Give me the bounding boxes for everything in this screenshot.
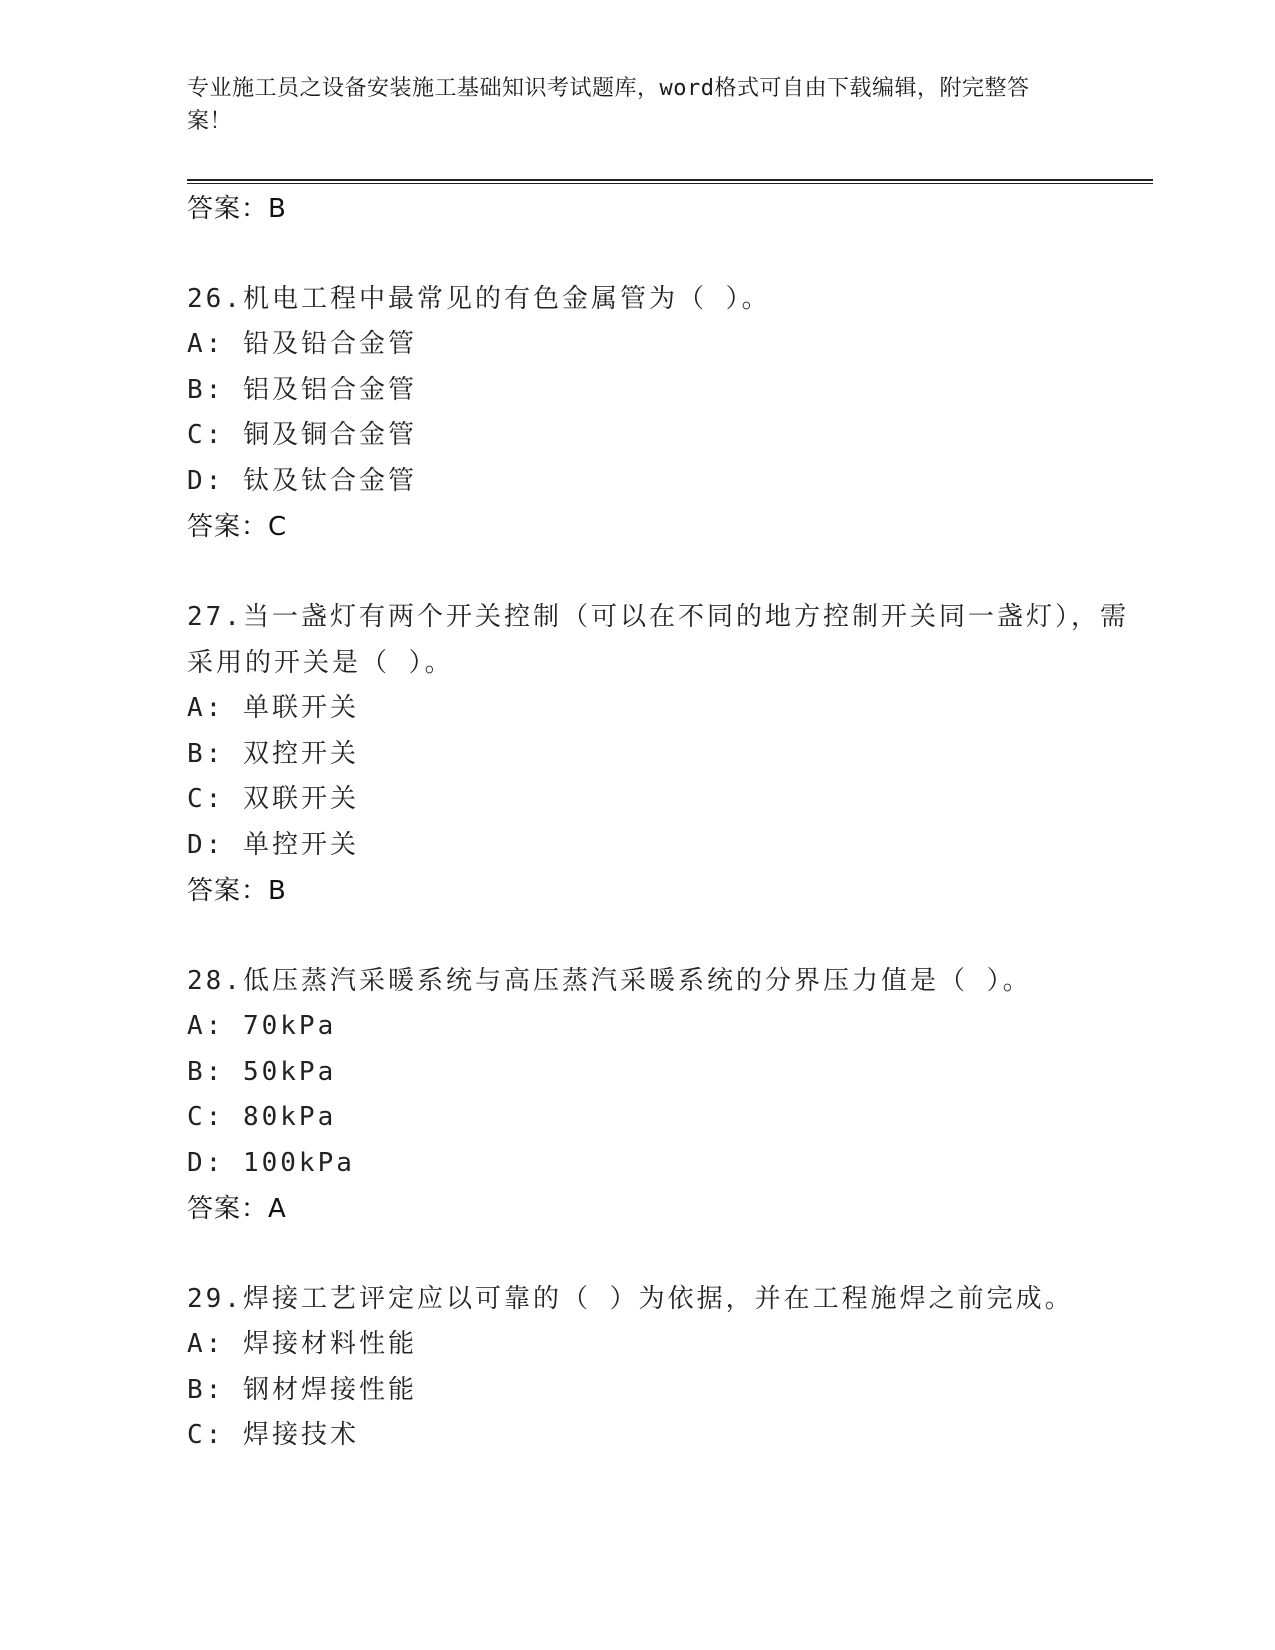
option-line: C: 80kPa [187, 1102, 337, 1132]
spacer [187, 550, 1153, 594]
spacer [187, 232, 1153, 276]
question-text: 26.机电工程中最常见的有色金属管为（ ）。 [187, 284, 771, 314]
option-line: C: 焊接技术 [187, 1420, 359, 1450]
option-line: C: 铜及铜合金管 [187, 420, 417, 450]
question-text: 27.当一盏灯有两个开关控制（可以在不同的地方控制开关同一盏灯），需采用的开关是（ ）。 [187, 602, 1129, 678]
question-list [187, 186, 1153, 1459]
question-text: 28.低压蒸汽采暖系统与高压蒸汽采暖系统的分界压力值是（ ）。 [187, 966, 1032, 996]
answer-line: 答案：B [187, 194, 287, 224]
document-header: 专业施工员之设备安装施工基础知识考试题库，word格式可自由下载编辑，附完整答案！ [187, 76, 1030, 134]
option-line: A: 70kPa [187, 1011, 337, 1041]
answer-line: 答案：A [187, 1194, 287, 1224]
option-line: B: 50kPa [187, 1056, 337, 1087]
header-divider [187, 179, 1153, 184]
option-line: A: 焊接材料性能 [187, 1329, 417, 1359]
option-line: D: 单控开关 [187, 829, 359, 860]
option-line: D: 100kPa [187, 1147, 355, 1178]
option-line: B: 铝及铝合金管 [187, 374, 417, 405]
document-page [187, 0, 1153, 1650]
answer-line: 答案：C [187, 512, 288, 542]
spacer [187, 1232, 1153, 1276]
question-text: 29.焊接工艺评定应以可靠的（ ）为依据，并在工程施焊之前完成。 [187, 1284, 1074, 1314]
option-line: A: 单联开关 [187, 693, 359, 723]
option-line: B: 钢材焊接性能 [187, 1374, 417, 1405]
answer-line: 答案：B [187, 876, 287, 906]
spacer [187, 914, 1153, 958]
option-line: D: 钛及钛合金管 [187, 465, 417, 496]
option-line: B: 双控开关 [187, 738, 359, 769]
option-line: C: 双联开关 [187, 784, 359, 814]
option-line: A: 铅及铅合金管 [187, 329, 417, 359]
